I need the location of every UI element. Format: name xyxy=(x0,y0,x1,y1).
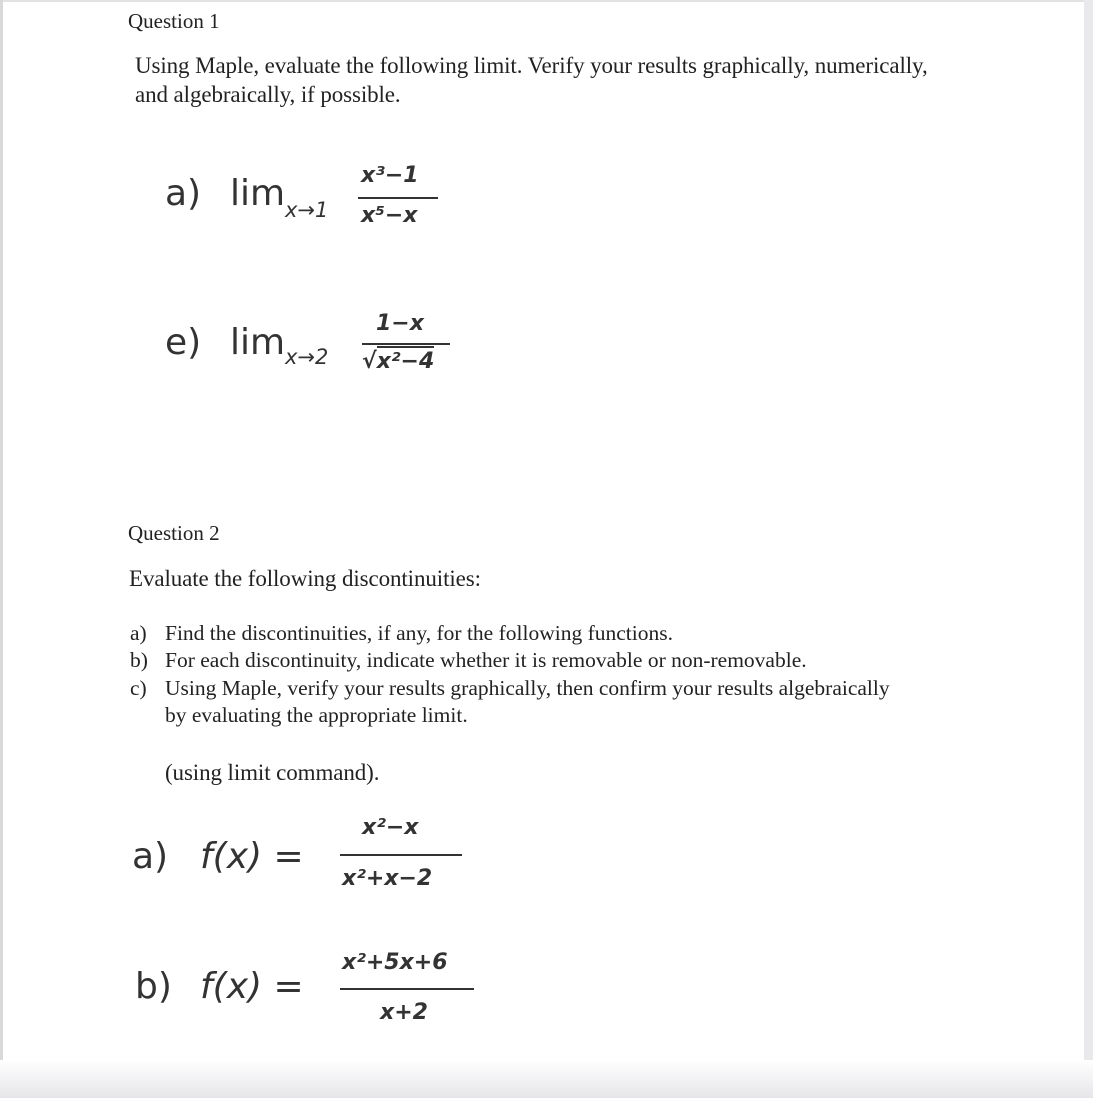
q2-func-b-denominator: x+2 xyxy=(380,1000,428,1025)
q2-func-b-numerator: x²+5x+6 xyxy=(342,950,448,975)
q2-note: (using limit command). xyxy=(165,760,380,785)
q1-part-e-subscript: x→2 xyxy=(285,345,329,369)
q2-item-c-text-line1: Using Maple, verify your results graphically, then confirm your results algebraically xyxy=(165,676,890,700)
q1-part-e-lim: lim xyxy=(230,322,286,363)
question-1-title: Question 1 xyxy=(128,9,220,33)
page-bottom-shadow xyxy=(0,1060,1093,1098)
q1-part-a-denominator: x⁵−x xyxy=(361,203,418,228)
q2-func-a-numerator: x²−x xyxy=(362,815,419,840)
q1-part-a-numerator: x³−1 xyxy=(361,163,419,188)
sqrt-symbol: √ xyxy=(362,349,377,374)
q1-part-e-numerator: 1−x xyxy=(376,311,424,336)
q2-func-a-fraction-bar xyxy=(340,854,462,856)
q2-func-a-label: a) xyxy=(132,836,169,877)
page-edge-top xyxy=(0,0,1093,2)
q1-part-a-lim: lim xyxy=(230,173,286,214)
scrollbar-track[interactable] xyxy=(1084,0,1093,1098)
q2-func-b-lhs: f(x) = xyxy=(200,966,304,1007)
q1-part-e-fraction-bar xyxy=(362,343,450,345)
radicand: x²−4 xyxy=(377,346,435,374)
page-edge-left xyxy=(0,0,3,1098)
q2-item-b-marker: b) xyxy=(130,648,148,672)
q1-part-e-label: e) xyxy=(165,322,202,363)
q2-item-a-marker: a) xyxy=(130,621,147,645)
q2-func-a-lhs: f(x) = xyxy=(200,836,304,877)
q1-part-e-denominator xyxy=(362,349,434,374)
q2-item-a-text: Find the discontinuities, if any, for the following functions. xyxy=(165,621,673,645)
q1-part-a-label: a) xyxy=(165,173,202,214)
q2-item-c-text-line2: by evaluating the appropriate limit. xyxy=(165,703,468,727)
question-1-instructions-line1: Using Maple, evaluate the following limit. Verify your results graphically, numerically, xyxy=(135,53,928,78)
q1-part-a-fraction-bar xyxy=(358,197,438,199)
q2-item-b-text: For each discontinuity, indicate whether it is removable or non-removable. xyxy=(165,648,807,672)
question-2-title: Question 2 xyxy=(128,521,220,545)
question-1-instructions-line2: and algebraically, if possible. xyxy=(135,82,401,107)
q1-part-a-subscript: x→1 xyxy=(285,198,329,222)
q2-item-c-marker: c) xyxy=(130,676,147,700)
question-2-intro: Evaluate the following discontinuities: xyxy=(129,566,481,591)
q2-func-a-denominator: x²+x−2 xyxy=(342,866,433,891)
q2-func-b-label: b) xyxy=(135,966,172,1007)
q2-func-b-fraction-bar xyxy=(340,988,474,990)
